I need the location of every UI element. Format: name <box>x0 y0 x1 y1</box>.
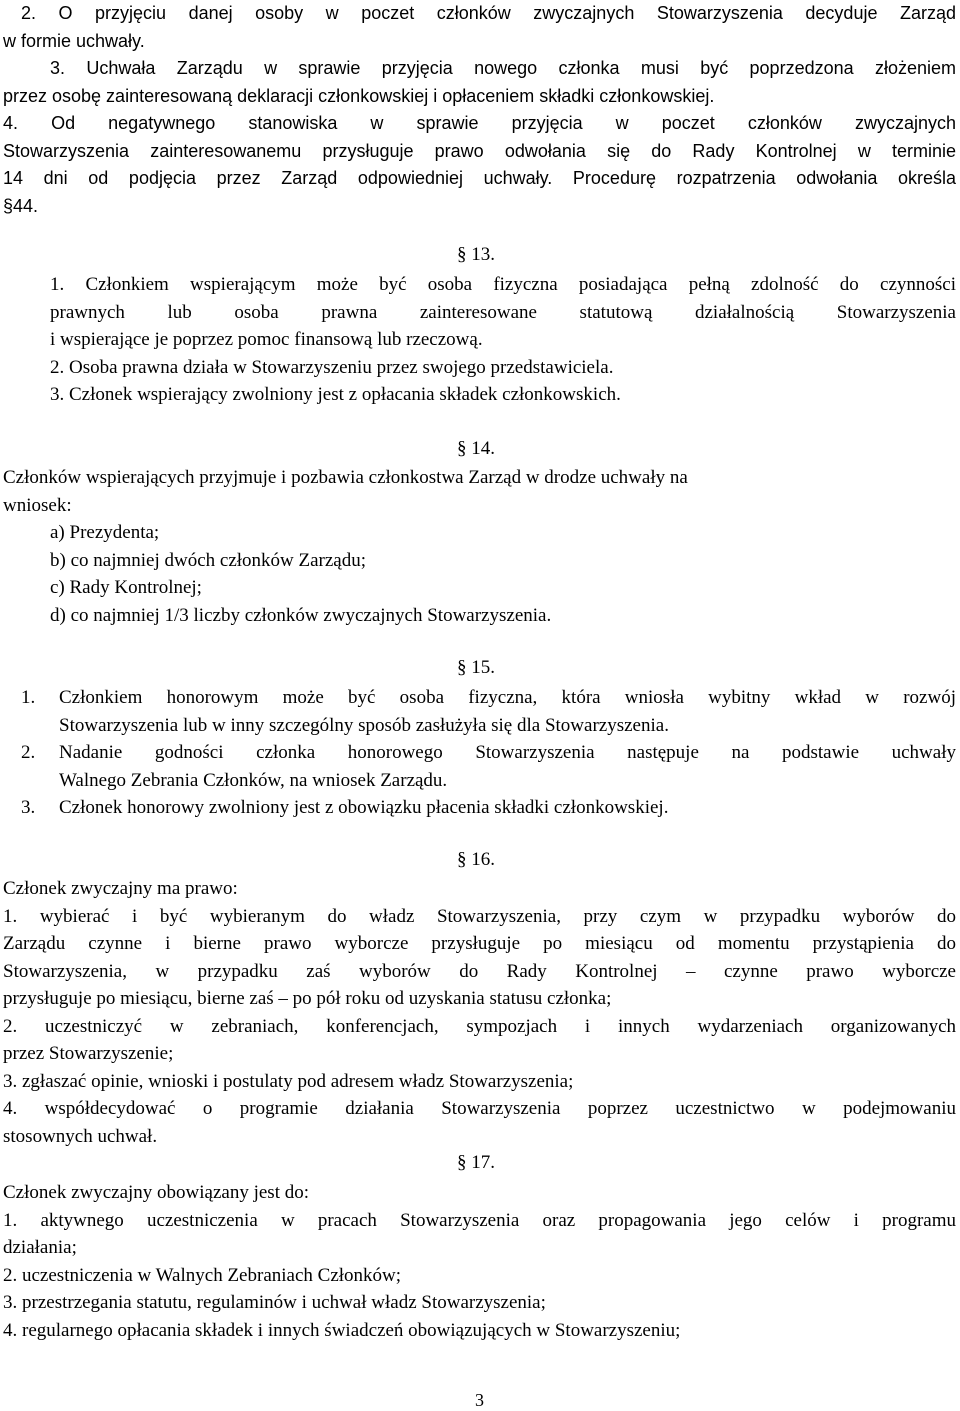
text-line: przez osobę zainteresowaną deklaracji członkowskiej i opłaceniem składki członkowskiej. <box>3 85 715 106</box>
text-line: Stowarzyszenia lub w inny szczególny sposób zasłużyła się dla Stowarzyszenia. <box>59 714 669 736</box>
section-heading: § 15. <box>457 657 495 678</box>
section-heading: § 16. <box>457 849 495 870</box>
text-line: 4. Od negatywnego stanowiska w sprawie przyjęcia w poczet członków zwyczajnych <box>3 113 956 133</box>
text-line: Zarządu czynne i bierne prawo wyborcze przysługuje po miesiącu od momentu przystąpienia do <box>3 933 956 954</box>
text-line: §44. <box>3 195 39 216</box>
list-item: 1. aktywnego uczestniczenia w pracach Stowarzyszenia oraz propagowania jego celów i programu <box>3 1209 956 1231</box>
text-line: Stowarzyszenia, w przypadku zaś wyborów do Rady Kontrolnej – czynne prawo wyborcze <box>3 960 956 982</box>
text-line: Stowarzyszenia zainteresowanemu przysługuje prawo odwołania się do Rady Kontrolnej w terminie <box>3 140 956 161</box>
list-item: a) Prezydenta; <box>50 522 160 543</box>
text-line: Członek honorowy zwolniony jest z obowiązku płacenia składki członkowskiej. <box>59 797 669 818</box>
list-item: 3. zgłaszać opinie, wnioski i postulaty pod adresem władz Stowarzyszenia; <box>3 1070 574 1092</box>
text-line: Członek zwyczajny ma prawo: <box>3 878 238 899</box>
section-14 <box>3 464 956 629</box>
list-item <box>3 794 956 822</box>
list-number: 3. <box>21 797 36 818</box>
list-item: 1. Członkiem wspierającym może być osoba fizyczna posiadająca pełną zdolność do czynności <box>50 274 956 295</box>
section-heading: § 14. <box>457 438 495 459</box>
list-item <box>3 684 956 712</box>
text-line: prawnych lub osoba prawna zainteresowane statutową działalnością Stowarzyszenia <box>50 301 956 323</box>
text-line: 2. O przyjęciu danej osoby w poczet członków zwyczajnych Stowarzyszenia decyduje Zarząd <box>21 3 956 23</box>
text-line: 3. Uchwała Zarządu w sprawie przyjęcia nowego członka musi być poprzedzona złożeniem <box>50 58 956 78</box>
list-item: 2. Osoba prawna działa w Stowarzyszeniu przez swojego przedstawiciela. <box>50 356 614 378</box>
list-item: c) Rady Kontrolnej; <box>50 577 202 598</box>
section-13 <box>3 271 956 409</box>
text-line: Członek zwyczajny obowiązany jest do: <box>3 1182 310 1203</box>
page-number: 3 <box>475 1390 484 1410</box>
section-heading: § 13. <box>457 244 495 265</box>
list-item: 2. uczestniczenia w Walnych Zebraniach Członków; <box>3 1264 402 1286</box>
list-item: d) co najmniej 1/3 liczby członków zwyczajnych Stowarzyszenia. <box>50 604 552 626</box>
list-item: 1. wybierać i być wybieranym do władz Stowarzyszenia, przy czym w przypadku wyborów do <box>3 905 956 927</box>
text-line: Nadanie godności członka honorowego Stowarzyszenia następuje na podstawie uchwały <box>59 742 956 763</box>
text-line: stosownych uchwał. <box>3 1125 158 1147</box>
list-item: b) co najmniej dwóch członków Zarządu; <box>50 549 367 571</box>
section-16 <box>3 875 956 1150</box>
text-line: działania; <box>3 1237 77 1258</box>
list-item: 2. uczestniczyć w zebraniach, konferencjach, sympozjach i innych wydarzeniach organizowanych <box>3 1015 956 1037</box>
list-item: 4. współdecydować o programie działania Stowarzyszenia poprzez uczestnictwo w podejmowaniu <box>3 1098 956 1119</box>
text-line: Członków wspierających przyjmuje i pozbawia członkostwa Zarząd w drodze uchwały na <box>3 467 688 488</box>
text-line: wniosek: <box>3 494 72 516</box>
text-line: i wspierające je poprzez pomoc finansową lub rzeczową. <box>50 329 483 350</box>
list-item: 3. Członek wspierający zwolniony jest z opłacania składek członkowskich. <box>50 384 621 405</box>
list-item <box>3 739 956 767</box>
list-number: 2. <box>21 742 36 763</box>
section-17 <box>3 1179 956 1344</box>
list-number: 1. <box>21 687 36 708</box>
top-paragraphs <box>3 0 956 220</box>
section-15 <box>3 684 956 822</box>
text-line: Walnego Zebrania Członków, na wniosek Zarządu. <box>59 769 448 791</box>
list-item: 4. regularnego opłacania składek i innych świadczeń obowiązujących w Stowarzyszeniu; <box>3 1319 681 1341</box>
list-item: 3. przestrzegania statutu, regulaminów i uchwał władz Stowarzyszenia; <box>3 1292 546 1313</box>
text-line: w formie uchwały. <box>3 30 145 51</box>
text-line: Członkiem honorowym może być osoba fizyczna, która wniosła wybitny wkład w rozwój <box>59 687 956 708</box>
section-heading: § 17. <box>457 1152 495 1173</box>
text-line: 14 dni od podjęcia przez Zarząd odpowiedniej uchwały. Procedurę rozpatrzenia odwołania określa <box>3 168 956 188</box>
text-line: przysługuje po miesiącu, bierne zaś – po pół roku od uzyskania statusu członka; <box>3 988 612 1009</box>
text-line: przez Stowarzyszenie; <box>3 1043 174 1064</box>
